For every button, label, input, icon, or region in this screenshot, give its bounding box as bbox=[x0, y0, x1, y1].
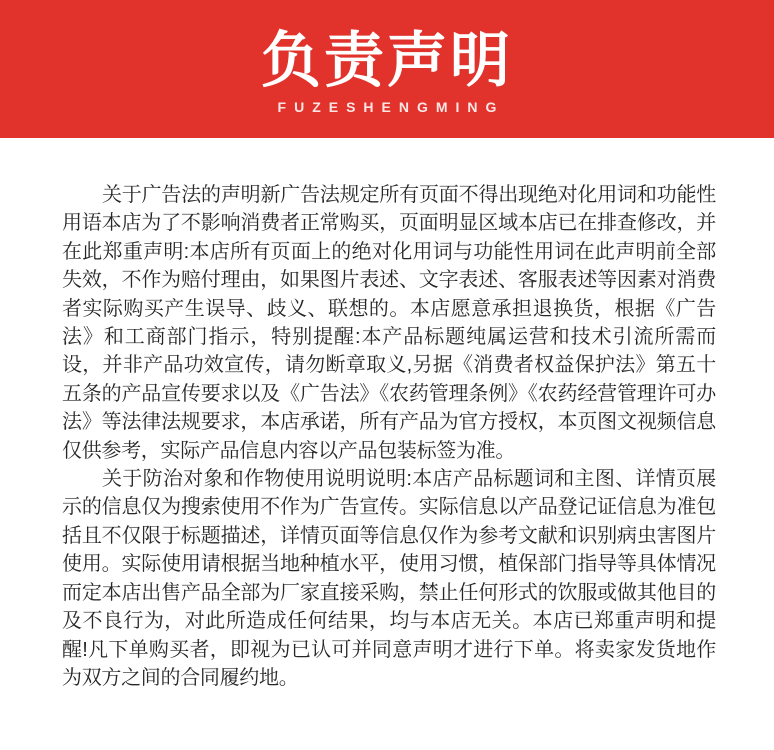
banner-title: 负责声明 bbox=[261, 27, 513, 94]
disclaimer-banner bbox=[0, 0, 774, 138]
disclaimer-body bbox=[0, 138, 774, 692]
banner-subtitle: FUZESHENGMING bbox=[277, 99, 505, 115]
disclaimer-paragraph-usage-instructions: 关于防治对象和作物使用说明说明:本店产品标题词和主图、详情页展示的信息仅为搜索使用不作为广告宣传。实际信息以产品登记证信息为准包括且不仅限于标题描述，详情页面等信息仅作为参考文献和识别病虫害图片使用。实际使用请根据当地种植水平，使用习惯，植保部门指导等具体情况而定本店出售产品全部为厂家直接采购，禁止任何形式的饮服或做其他目的及不良行为，对此所造成任何结果，均与本店无关。本店已郑重声明和提醒!凡下单购买者，即视为已认可并同意声明才进行下单。将卖家发货地作为双方之间的合同履约地。 bbox=[62, 468, 716, 689]
disclaimer-paragraph-advertising-law: 关于广告法的声明新广告法规定所有页面不得出现绝对化用词和功能性用语本店为了不影响消费者正常购买，页面明显区域本店已在排查修改，并在此郑重声明:本店所有页面上的绝对化用词与功能性用词在此声明前全部失效，不作为赔付理由，如果图片表述、文字表述、客服表述等因素对消费者实际购买产生误导、歧义、联想的。本店愿意承担退换货，根据《广告法》和工商部门指示，特别提醒:本产品标题纯属运营和技术引流所需而设，并非产品功效宣传，请勿断章取义,另据《消费者权益保护法》第五十五条的产品宣传要求以及《广告法》《农药管理条例》《农药经营管理许可办法》等法律法规要求，本店承诺，所有产品为官方授权，本页图文视频信息仅供参考，实际产品信息内容以产品包装标签为准。 bbox=[62, 184, 716, 462]
